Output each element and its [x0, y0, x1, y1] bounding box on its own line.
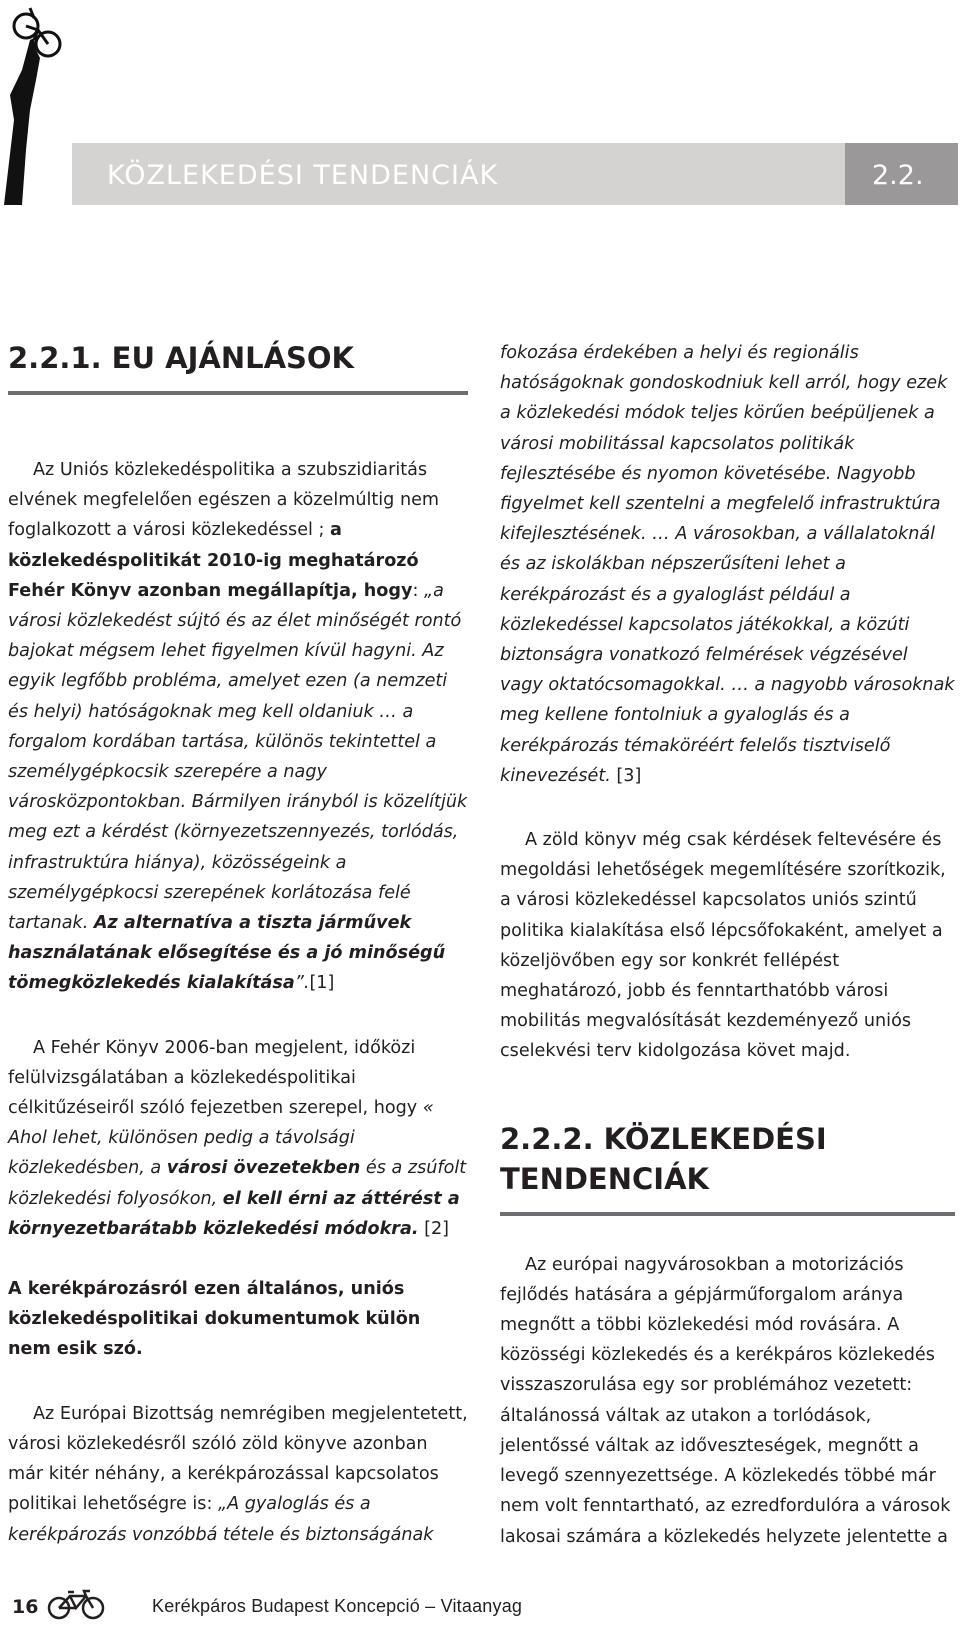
paragraph-white-paper — [8, 1033, 468, 1244]
heading-line: TENDENCIÁK — [500, 1161, 710, 1196]
paragraph-quote-continued — [500, 338, 955, 791]
text-span: Az Uniós közlekedéspolitika a szubszidiaritás elvének megfelelően egészen a közelmúltig nem foglalkozott a városi közlekedéssel ; — [8, 460, 440, 541]
paragraph-green-paper-summary: A zöld könyv még csak kérdések feltevésére és megoldási lehetőségek megemlítésére szorítkozik, a városi közlekedéssel kapcsolatos uniós szintű politika kialakítása első lépcsőfokaként, amelyet a közeljövőben egy sor konkrét fellépést meghatározó, jobb és fenntarthatóbb városi mobilitás megvalósítását kezdeményező uniós cselekvési terv kidolgozása követ majd. — [500, 830, 946, 1062]
quote-span: és a zsúfolt közlekedési folyosókon, — [8, 1158, 467, 1209]
quote-span: „A gyaloglás és a kerékpározás vonzóbbá tétele és biztonságának — [8, 1494, 434, 1545]
section-heading-trends — [500, 1119, 955, 1199]
citation-ref: [2] — [418, 1218, 450, 1239]
paragraph-trends: Az európai nagyvárosokban a motorizációs fejlődés hatására a gépjárműforgalom aránya megnőtt a többi közlekedési mód rovására. A közösségi közlekedés és a kerékpáros közlekedés visszaszorulása egy sor problémához vezetett: általánossá váltak az utakon a torlódások, jelentőssé váltak az időveszteségek, megnőtt a levegő szennyezettsége. A közlekedés többé már nem volt fenntartható, az ezredfordulóra a városok lakosai számára a közlekedés helyzete jelentette a — [500, 1254, 951, 1547]
bicycle-icon — [46, 1588, 106, 1620]
quote-end: ”. — [294, 973, 310, 994]
section-heading-eu: 2.2.1. EU AJÁNLÁSOK — [8, 341, 355, 375]
paragraph-green-paper — [8, 1399, 468, 1550]
text-span: A Fehér Könyv 2006-ban megjelent, időközi felülvizsgálatában a közlekedéspolitikai célkitűzéseiről szóló fejezetben szerepel, hogy — [8, 1037, 423, 1119]
paragraph-cycling-note: A kerékpározásról ezen általános, uniós közlekedéspolitikai dokumentumok külön nem esik szó. — [8, 1279, 421, 1360]
text-span: Az Európai Bizottság nemrégiben megjelentetett, városi közlekedésről szóló zöld könyve azonban már kitér néhány, a kerékpározással kapcsolatos politikai lehetőségre is: — [8, 1403, 468, 1515]
left-column — [8, 338, 468, 1550]
bold-quote-span: el kell érni az áttérést a környezetbarátabb közlekedési módokra. — [8, 1188, 460, 1239]
text-span: : — [412, 580, 424, 601]
page-number: 16 — [12, 1596, 39, 1618]
quote-span: « Ahol lehet, különösen pedig a távolsági közlekedésben, a — [8, 1098, 434, 1179]
citation-ref: [3] — [610, 765, 642, 786]
citation-ref: [1] — [309, 973, 335, 994]
bold-quote-span: városi övezetekben — [166, 1158, 361, 1179]
chapter-number-box — [845, 143, 958, 205]
chapter-title: KÖZLEKEDÉSI TENDENCIÁK — [107, 160, 499, 191]
bold-quote-span: Az alternatíva a tiszta járművek használatának elősegítése és a jó minőségű tömegközlekedés kialakítása — [8, 913, 446, 994]
quote-span: „a városi közlekedést sújtó és az élet minőségét rontó bajokat mégsem lehet figyelmen kívül hagyni. Az egyik legfőbb probléma, amelyet ezen (a nemzeti és helyi) hatóságoknak meg kell oldaniuk … a forgalom kordában tartása, különös tekintettel a személygépkocsik szerepére a nagy városközpontokban. Bármilyen irányból is közelítjük meg ezt a kérdést (környezetszennyezés, torlódás, infrastruktúra hiánya), közösségeink a személygépkocsi szerepének korlátozása felé tartanak. — [8, 580, 468, 934]
chapter-number: 2.2. — [872, 160, 924, 191]
paragraph-eu-policy — [8, 455, 468, 999]
bicycle-statue-logo-icon — [0, 0, 72, 205]
heading-line: 2.2.2. KÖZLEKEDÉSI — [500, 1121, 827, 1156]
bold-span: a közlekedéspolitikát 2010-ig meghatározó Fehér Könyv azonban megállapítja, hogy — [8, 520, 419, 601]
quote-span: fokozása érdekében a helyi és regionális hatóságoknak gondoskodniuk kell arról, hogy ezek a közlekedési módok teljes körűen beépüljenek a városi mobilitással kapcsolatos politikák fejlesztésébe és nyomon követésébe. Nagyobb figyelmet kell szentelni a megfelelő infrastruktúra kifejlesztésének. … A városokban, a vállalatoknál és az iskolákban népszerűsíteni lehet a kerékpározást és a gyaloglást például a közlekedéssel kapcsolatos játékokkal, a közúti biztonságra vonatkozó felmérések végzésével vagy oktatócsomagokkal. … a nagyobb városoknak meg kellene fontolniuk a gyaloglás és a kerékpározás témaköréért felelős tisztviselő kinevezését. — [500, 343, 955, 786]
footer-title: Kerékpáros Budapest Koncepció – Vitaanyag — [152, 1596, 523, 1616]
right-column — [500, 338, 955, 1552]
